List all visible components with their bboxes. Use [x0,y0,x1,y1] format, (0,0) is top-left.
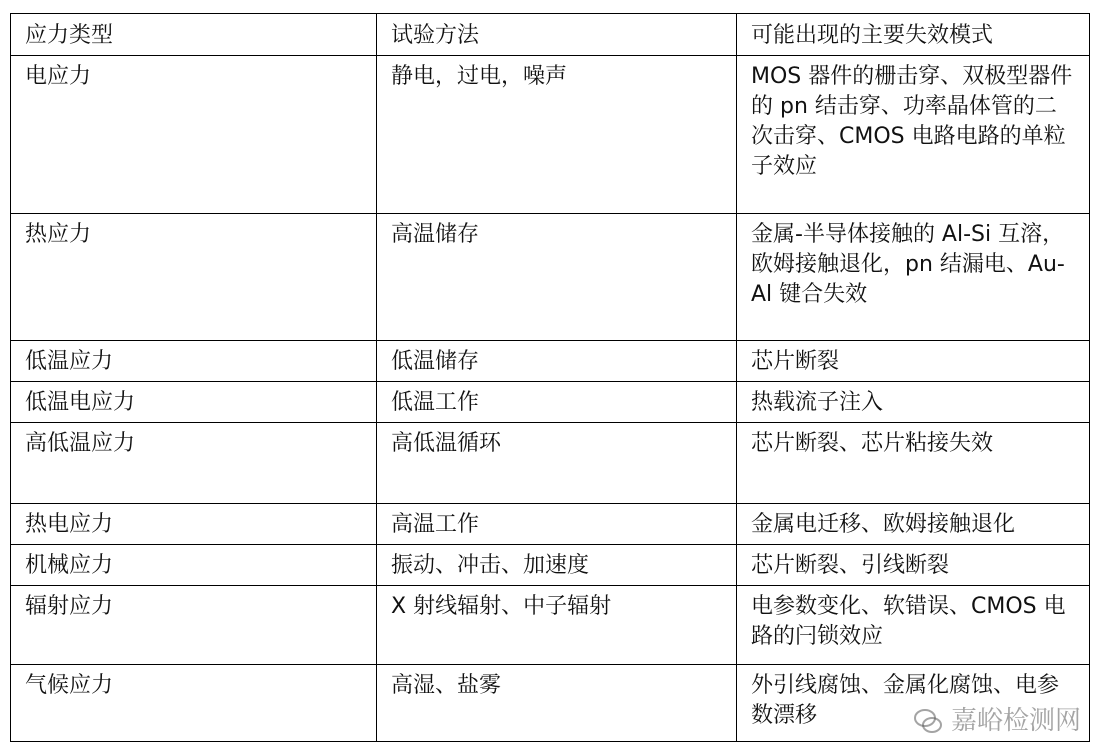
test-method-cell: 高低温循环 [377,423,737,504]
failure-mode-cell: 芯片断裂、引线断裂 [737,545,1090,586]
failure-mode-cell: 金属电迁移、欧姆接触退化 [737,504,1090,545]
failure-mode-cell: 金属-半导体接触的 Al-Si 互溶，欧姆接触退化，pn 结漏电、Au-Al 键合失效 [737,214,1090,341]
test-method-cell: 振动、冲击、加速度 [377,545,737,586]
table-row [11,504,1090,545]
failure-mode-cell: 热载流子注入 [737,382,1090,423]
table-row [11,56,1090,214]
table-row [11,665,1090,742]
table-header-row [11,14,1090,56]
test-method-cell: X 射线辐射、中子辐射 [377,586,737,665]
test-method-cell: 低温工作 [377,382,737,423]
table-row [11,586,1090,665]
test-method-cell: 高湿、盐雾 [377,665,737,742]
header-failure-mode: 可能出现的主要失效模式 [737,14,1090,56]
stress-type-cell: 电应力 [11,56,377,214]
stress-type-cell: 高低温应力 [11,423,377,504]
table-row [11,545,1090,586]
failure-mode-cell: 电参数变化、软错误、CMOS 电路的闩锁效应 [737,586,1090,665]
table-row [11,382,1090,423]
watermark-text: 嘉峪检测网 [950,706,1081,736]
stress-type-cell: 低温电应力 [11,382,377,423]
stress-type-cell: 辐射应力 [11,586,377,665]
failure-mode-cell: 芯片断裂 [737,341,1090,382]
table-row [11,214,1090,341]
stress-type-cell: 热应力 [11,214,377,341]
test-method-cell: 静电，过电，噪声 [377,56,737,214]
stress-type-cell: 机械应力 [11,545,377,586]
document-page [10,13,1097,739]
stress-test-table [10,13,1090,742]
table-row [11,341,1090,382]
table-row [11,423,1090,504]
failure-mode-cell: 芯片断裂、芯片粘接失效 [737,423,1090,504]
stress-type-cell: 热电应力 [11,504,377,545]
stress-type-cell: 低温应力 [11,341,377,382]
stress-type-cell: 气候应力 [11,665,377,742]
test-method-cell: 高温储存 [377,214,737,341]
test-method-cell: 低温储存 [377,341,737,382]
failure-mode-cell: 外引线腐蚀、金属化腐蚀、电参数漂移 [737,665,1090,742]
test-method-cell: 高温工作 [377,504,737,545]
header-test-method: 试验方法 [377,14,737,56]
header-stress-type: 应力类型 [11,14,377,56]
failure-mode-cell: MOS 器件的栅击穿、双极型器件的 pn 结击穿、功率晶体管的二次击穿、CMOS 电路电路的单粒子效应 [737,56,1090,214]
